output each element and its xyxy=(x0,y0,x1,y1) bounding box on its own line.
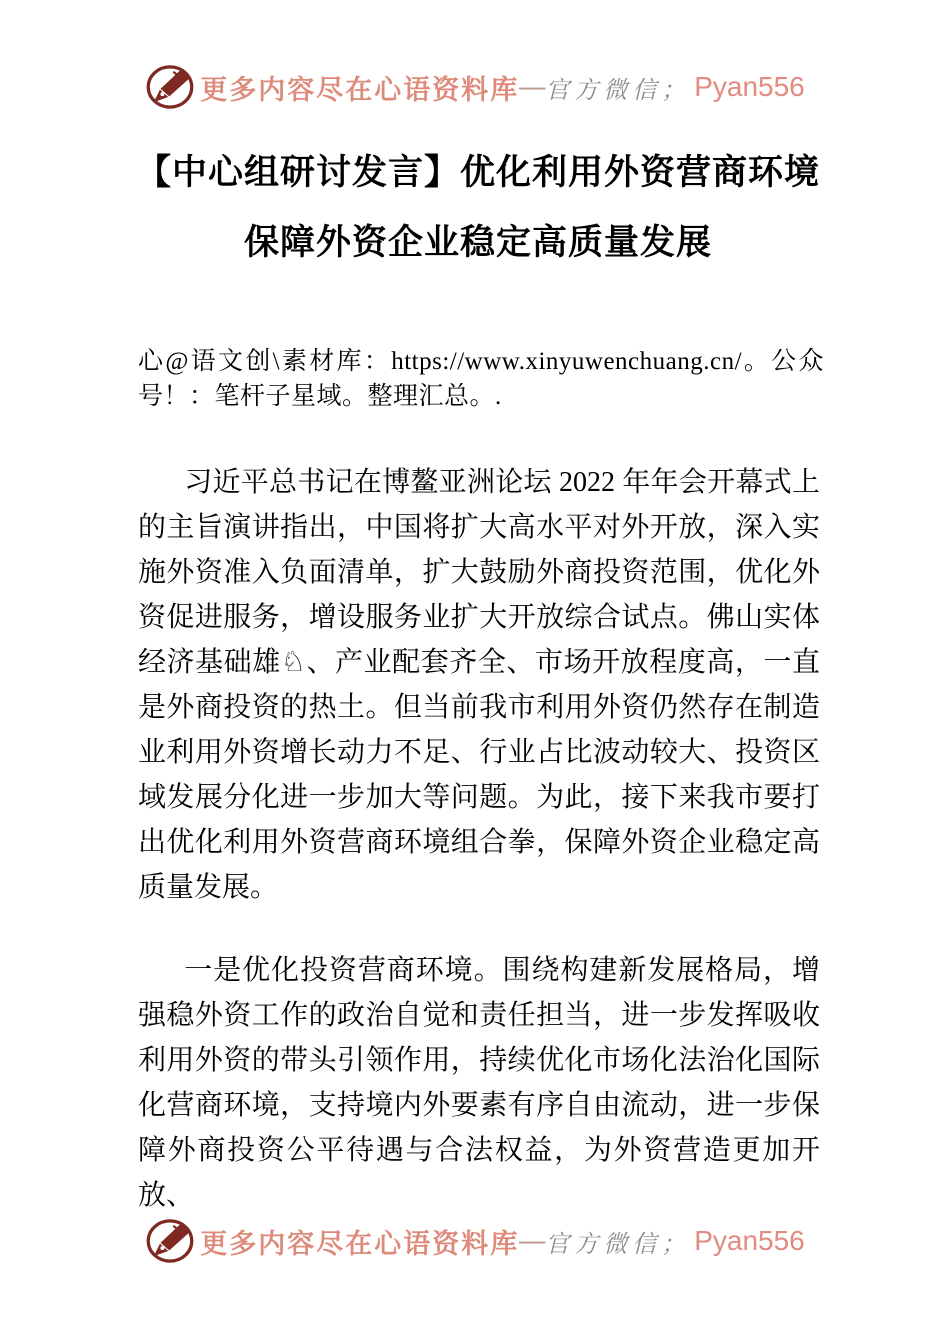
body-paragraph: 一是优化投资营商环境。围绕构建新发展格局，增强稳外资工作的政治自觉和责任担当，进一步发挥吸收利用外资的带头引领作用，持续优化市场化法治化国际化营商环境，支持境内外要素有序自由流动，进一步保障外商投资公平待遇与合法权益，为外资营造更加开放、 xyxy=(138,955,820,1211)
watermark-brand-text: 更多内容尽在心语资料库 xyxy=(200,74,520,105)
pen-logo-icon xyxy=(145,64,195,110)
watermark-wechat-id: Pyan556 xyxy=(694,1225,805,1256)
document-body xyxy=(138,460,820,1256)
watermark-channel-label: 官方微信； xyxy=(545,1229,691,1258)
document-title-line1: 【中心组研讨发言】优化利用外资营商环境 xyxy=(135,153,820,192)
footer-watermark xyxy=(0,1218,950,1264)
watermark-brand-text: 更多内容尽在心语资料库 xyxy=(200,1228,520,1259)
pen-logo-icon xyxy=(145,1218,195,1264)
document-title xyxy=(128,138,828,278)
watermark-wechat-id: Pyan556 xyxy=(694,71,805,102)
source-note: 心@语文创\素材库：https://www.xinyuwenchuang.cn/。公众号！：笔杆子星域。整理汇总。. xyxy=(138,348,824,410)
document-title-line2: 保障外资企业稳定高质量发展 xyxy=(243,223,712,262)
body-paragraph: 习近平总书记在博鳌亚洲论坛 2022 年年会开幕式上的主旨演讲指出，中国将扩大高水平对外开放，深入实施外资准入负面清单，扩大鼓励外商投资范围，优化外资促进服务，增设服务业扩大开放综合试点。佛山实体经济基础雄♘、产业配套齐全、市场开放程度高，一直是外商投资的热土。但当前我市利用外资仍然存在制造业利用外资增长动力不足、行业占比波动较大、投资区域发展分化进一步加大等问题。为此，接下来我市要打出优化利用外资营商环境组合拳，保障外资企业稳定高质量发展。 xyxy=(138,467,820,903)
watermark-channel-label: 官方微信； xyxy=(545,75,691,104)
header-watermark xyxy=(0,64,950,110)
watermark-separator: — xyxy=(519,1226,546,1255)
watermark-separator: — xyxy=(519,72,546,101)
